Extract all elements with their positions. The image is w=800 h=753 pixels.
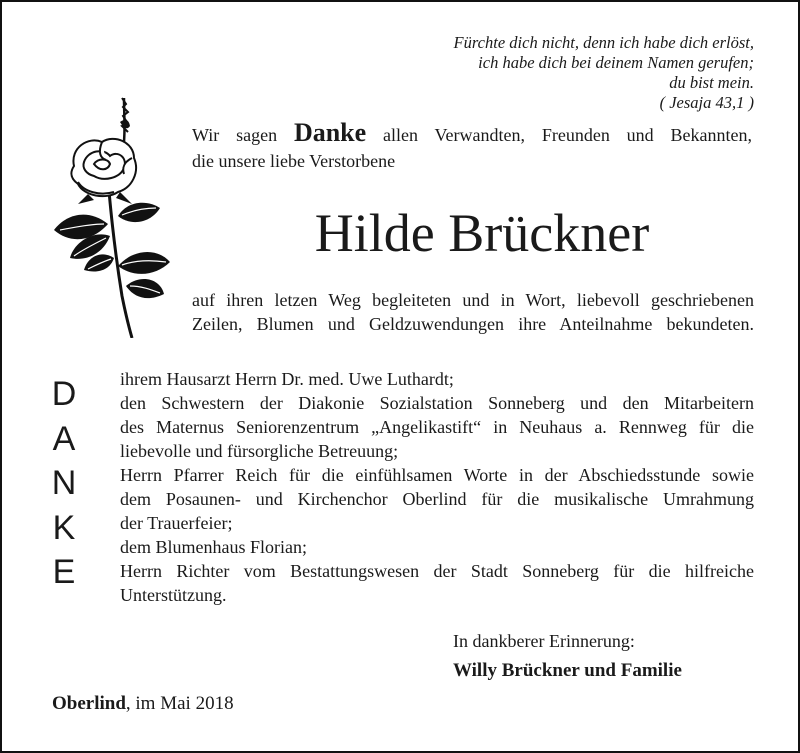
quote-line: ich habe dich bei deinem Namen gerufen; [478,53,754,72]
thanks-item [120,535,754,559]
after-name-line: auf ihren letzen Weg begleiteten und in Wort, liebevoll geschriebenen [192,290,754,310]
vertical-letter: A [52,419,76,458]
thanks-line: der Trauerfeier; [120,513,233,533]
thanks-item [120,463,754,535]
thanks-line: Herrn Richter vom Bestattungswesen der Stadt Sonneberg für die hilfreiche [120,561,754,581]
vertical-letter: N [51,464,77,502]
thanks-line: den Schwestern der Diakonie Sozialstation Sonneberg und den Mitarbeitern [120,393,754,413]
after-name-text [192,288,754,336]
thanks-list [120,367,754,607]
rose-illustration [44,96,174,338]
thanks-line: liebevolle und fürsorgliche Betreuung; [120,441,399,461]
place-date-text: , im Mai 2018 [125,693,234,714]
intro-danke-word: Danke [293,118,367,147]
thanks-line: Herrn Pfarrer Reich für die einfühlsamen Worte in der Abschiedsstunde sowie [120,465,754,485]
quote-line: du bist mein. [669,73,754,92]
closing [453,626,682,686]
intro-line-2: die unsere liebe Verstorbene [192,151,396,171]
thanks-line: dem Blumenhaus Florian; [120,537,307,557]
after-name-line: Zeilen, Blumen und Geldzuwendungen ihre Anteilnahme bekundeten. [192,314,754,334]
thanks-line: des Maternus Seniorenzentrum „Angelikastift“ in Neuhaus a. Rennweg für die [120,417,754,437]
thanks-item [120,391,754,463]
thanks-line: ihrem Hausarzt Herrn Dr. med. Uwe Luthardt; [120,369,454,389]
vertical-letter: D [51,375,77,413]
thanks-line: Unterstützung. [120,585,227,605]
quote-reference: ( Jesaja 43,1 ) [659,93,754,112]
thanks-item [120,367,754,391]
place-town: Oberlind [52,693,126,714]
intro-prefix: Wir sagen [192,125,278,145]
intro-line-1 [192,120,752,148]
thanks-line: dem Posaunen- und Kirchenchor Oberlind für die musikalische Umrahmung [120,489,754,509]
closing-line: In dankberer Erinnerung: [453,631,635,651]
vertical-letter: E [52,553,76,591]
thanks-item [120,559,754,607]
quote-line: Fürchte dich nicht, denn ich habe dich erlöst, [453,33,754,52]
deceased-name: Hilde Brückner [314,203,650,263]
place-date [52,693,234,715]
signature: Willy Brückner und Familie [453,660,682,681]
intro-text [192,120,752,174]
bible-quote [454,33,754,113]
vertical-letter: K [52,508,76,547]
intro-suffix: allen Verwandten, Freunden und Bekannten, [383,125,752,145]
vertical-danke [48,372,80,595]
